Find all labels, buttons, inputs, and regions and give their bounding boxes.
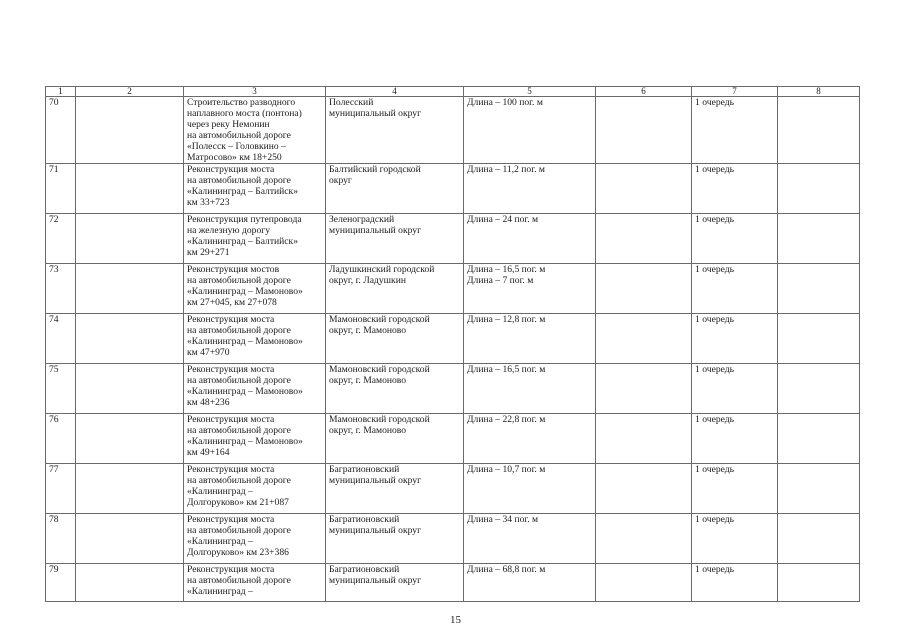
col-2-cell	[76, 97, 184, 164]
col-6-cell	[596, 564, 692, 602]
col-8-cell	[778, 164, 860, 214]
location-cell: Мамоновский городской округ, г. Мамоново	[326, 414, 464, 464]
location-cell: Полесский муниципальный округ	[326, 97, 464, 164]
row-number: 70	[46, 97, 76, 164]
header-col-4: 4	[326, 87, 464, 97]
col-6-cell	[596, 164, 692, 214]
col-8-cell	[778, 464, 860, 514]
row-number: 76	[46, 414, 76, 464]
queue-cell: 1 очередь	[692, 364, 778, 414]
table-row	[46, 564, 860, 602]
length-cell: Длина – 10,7 пог. м	[464, 464, 596, 514]
row-number: 79	[46, 564, 76, 602]
location-cell: Мамоновский городской округ, г. Мамоново	[326, 364, 464, 414]
length-cell: Длина – 22,8 пог. м	[464, 414, 596, 464]
table-row	[46, 414, 860, 464]
table-row	[46, 164, 860, 214]
object-cell: Реконструкция моста на автомобильной дороге «Калининград – Долгоруково» км 23+386	[184, 514, 326, 564]
queue-cell: 1 очередь	[692, 314, 778, 364]
col-6-cell	[596, 514, 692, 564]
queue-cell: 1 очередь	[692, 464, 778, 514]
location-cell: Зеленоградский муниципальный округ	[326, 214, 464, 264]
length-cell: Длина – 11,2 пог. м	[464, 164, 596, 214]
col-2-cell	[76, 364, 184, 414]
queue-cell: 1 очередь	[692, 264, 778, 314]
object-cell: Реконструкция моста на автомобильной дороге «Калининград –	[184, 564, 326, 602]
col-6-cell	[596, 264, 692, 314]
table-row	[46, 214, 860, 264]
col-8-cell	[778, 97, 860, 164]
col-8-cell	[778, 564, 860, 602]
col-2-cell	[76, 164, 184, 214]
header-col-1: 1	[46, 87, 76, 97]
col-8-cell	[778, 264, 860, 314]
queue-cell: 1 очередь	[692, 214, 778, 264]
col-6-cell	[596, 314, 692, 364]
row-number: 77	[46, 464, 76, 514]
page-number: 15	[450, 614, 461, 626]
row-number: 75	[46, 364, 76, 414]
col-6-cell	[596, 414, 692, 464]
row-number: 71	[46, 164, 76, 214]
length-cell: Длина – 16,5 пог. м	[464, 364, 596, 414]
length-cell: Длина – 16,5 пог. м Длина – 7 пог. м	[464, 264, 596, 314]
col-2-cell	[76, 314, 184, 364]
col-6-cell	[596, 97, 692, 164]
object-cell: Реконструкция моста на автомобильной дороге «Калининград – Мамоново» км 49+164	[184, 414, 326, 464]
col-8-cell	[778, 364, 860, 414]
length-cell: Длина – 34 пог. м	[464, 514, 596, 564]
col-6-cell	[596, 214, 692, 264]
object-cell: Реконструкция моста на автомобильной дороге «Калининград – Долгоруково» км 21+087	[184, 464, 326, 514]
table-row	[46, 264, 860, 314]
location-cell: Мамоновский городской округ, г. Мамоново	[326, 314, 464, 364]
row-number: 74	[46, 314, 76, 364]
col-8-cell	[778, 314, 860, 364]
queue-cell: 1 очередь	[692, 564, 778, 602]
header-row	[46, 87, 860, 97]
length-cell: Длина – 100 пог. м	[464, 97, 596, 164]
document-table	[45, 86, 860, 602]
col-2-cell	[76, 414, 184, 464]
queue-cell: 1 очередь	[692, 164, 778, 214]
header-col-5: 5	[464, 87, 596, 97]
header-col-3: 3	[184, 87, 326, 97]
location-cell: Балтийский городской округ	[326, 164, 464, 214]
queue-cell: 1 очередь	[692, 97, 778, 164]
object-cell: Строительство разводного наплавного моста (понтона) через реку Немонин на автомобильной дороге «Полесск – Головкино – Матросово» км 18+250	[184, 97, 326, 164]
table-row	[46, 314, 860, 364]
row-number: 72	[46, 214, 76, 264]
length-cell: Длина – 12,8 пог. м	[464, 314, 596, 364]
table-row	[46, 514, 860, 564]
row-number: 78	[46, 514, 76, 564]
table-row	[46, 97, 860, 164]
table-row	[46, 364, 860, 414]
col-2-cell	[76, 464, 184, 514]
object-cell: Реконструкция моста на автомобильной дороге «Калининград – Мамоново» км 47+970	[184, 314, 326, 364]
header-col-2: 2	[76, 87, 184, 97]
col-2-cell	[76, 264, 184, 314]
queue-cell: 1 очередь	[692, 414, 778, 464]
col-6-cell	[596, 464, 692, 514]
col-8-cell	[778, 514, 860, 564]
length-cell: Длина – 68,8 пог. м	[464, 564, 596, 602]
queue-cell: 1 очередь	[692, 514, 778, 564]
location-cell: Багратионовский муниципальный округ	[326, 564, 464, 602]
header-col-6: 6	[596, 87, 692, 97]
col-8-cell	[778, 214, 860, 264]
header-col-8: 8	[778, 87, 860, 97]
object-cell: Реконструкция моста на автомобильной дороге «Калининград – Балтийск» км 33+723	[184, 164, 326, 214]
location-cell: Багратионовский муниципальный округ	[326, 464, 464, 514]
object-cell: Реконструкция путепровода на железную дорогу «Калининград – Балтийск» км 29+271	[184, 214, 326, 264]
object-cell: Реконструкция мостов на автомобильной дороге «Калининград – Мамоново» км 27+045, км 27+078	[184, 264, 326, 314]
table-row	[46, 464, 860, 514]
header-col-7: 7	[692, 87, 778, 97]
row-number: 73	[46, 264, 76, 314]
col-2-cell	[76, 514, 184, 564]
col-8-cell	[778, 414, 860, 464]
location-cell: Багратионовский муниципальный округ	[326, 514, 464, 564]
object-cell: Реконструкция моста на автомобильной дороге «Калининград – Мамоново» км 48+236	[184, 364, 326, 414]
col-2-cell	[76, 214, 184, 264]
length-cell: Длина – 24 пог. м	[464, 214, 596, 264]
col-2-cell	[76, 564, 184, 602]
col-6-cell	[596, 364, 692, 414]
location-cell: Ладушкинский городской округ, г. Ладушкин	[326, 264, 464, 314]
